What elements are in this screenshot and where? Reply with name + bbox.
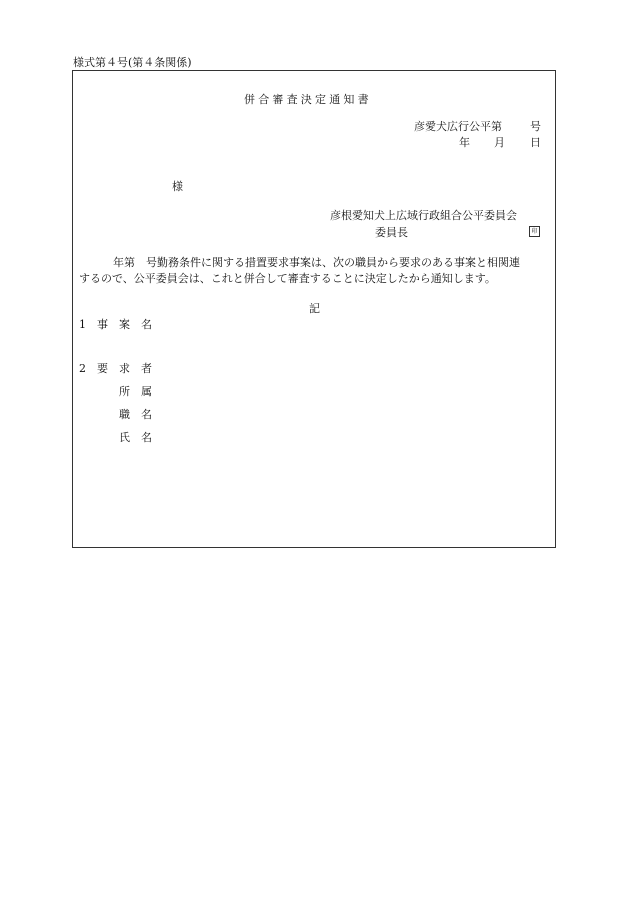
document-title: 併合審査決定通知書 bbox=[244, 93, 372, 106]
item-label-requester: 要求者 bbox=[97, 362, 163, 375]
date-month-label: 月 bbox=[494, 136, 505, 149]
subitem-affiliation: 所属 bbox=[119, 385, 163, 398]
addressee-suffix: 様 bbox=[172, 180, 183, 193]
ki-heading: 記 bbox=[309, 302, 320, 315]
seal-icon: 印 bbox=[529, 226, 540, 237]
date-year-label: 年 bbox=[459, 136, 470, 149]
issuer-organization: 彦根愛知犬上広域行政組合公平委員会 bbox=[330, 209, 517, 222]
document-number-suffix: 号 bbox=[530, 120, 541, 133]
body-text-line2: するので、公平委員会は、これと併合して審査することに決定したから通知します。 bbox=[79, 272, 496, 285]
item-label-case-name: 事案名 bbox=[97, 318, 163, 331]
date-day-label: 日 bbox=[530, 136, 541, 149]
subitem-job-title: 職名 bbox=[119, 408, 163, 421]
subitem-name: 氏名 bbox=[119, 431, 163, 444]
form-label: 様式第４号(第４条関係) bbox=[73, 56, 192, 69]
body-text-year: 年第 bbox=[113, 256, 135, 269]
body-text-line1: 号勤務条件に関する措置要求事案は、次の職員から要求のある事案と相関連 bbox=[146, 256, 520, 269]
document-number-prefix: 彦愛犬広行公平第 bbox=[414, 120, 502, 133]
item-number: 2 bbox=[79, 362, 86, 375]
issuer-title: 委員長 bbox=[375, 226, 408, 239]
item-number: 1 bbox=[79, 318, 86, 331]
